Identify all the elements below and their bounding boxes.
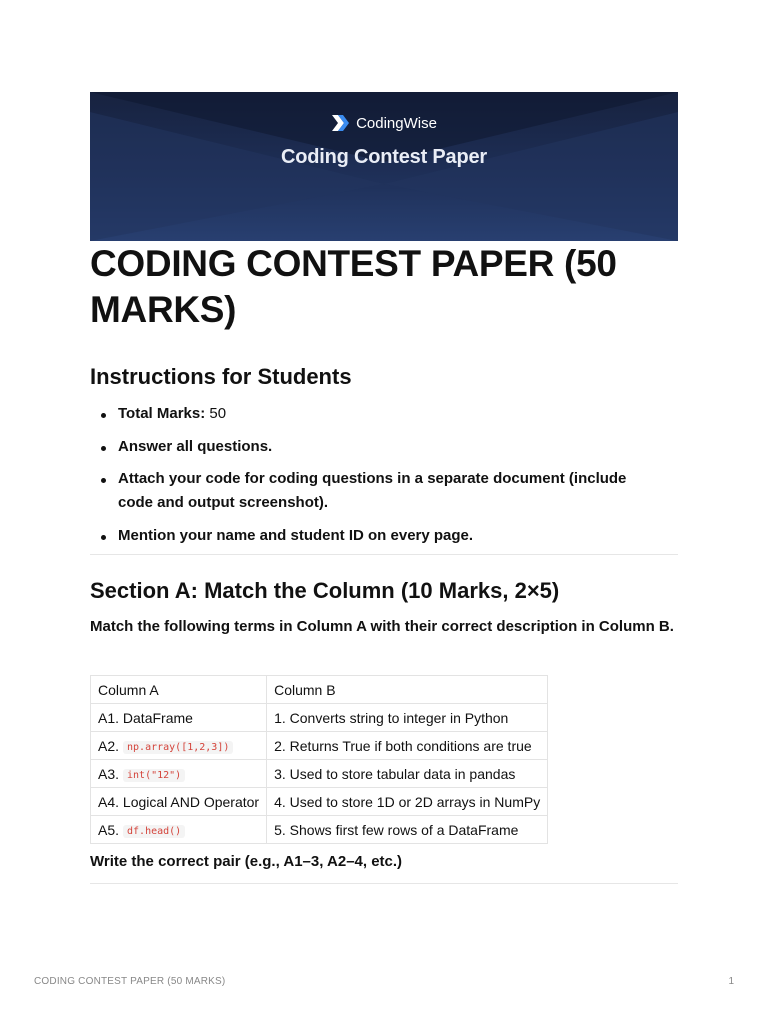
banner-title: Coding Contest Paper	[280, 146, 487, 168]
table-row	[91, 788, 548, 816]
column-b-cell: 2. Returns True if both conditions are true	[267, 732, 548, 760]
column-a-cell: A5. df.head()	[91, 816, 267, 844]
list-item: Answer all questions.	[90, 435, 660, 459]
divider	[90, 554, 678, 555]
brand	[0, 114, 768, 132]
list-item: Attach your code for coding questions in a separate document (include code and output screenshot).	[90, 467, 660, 515]
column-a-cell: A2. np.array([1,2,3])	[91, 732, 267, 760]
brand-name: CodingWise	[356, 114, 437, 132]
column-b-cell: 4. Used to store 1D or 2D arrays in NumPy	[267, 788, 548, 816]
column-a-header: Column A	[91, 676, 267, 704]
table-header-row	[91, 676, 548, 704]
table-row	[91, 816, 548, 844]
section-a-intro: Match the following terms in Column A with their correct description in Column B.	[90, 618, 674, 635]
page-number: 1	[728, 976, 734, 987]
list-item: Total Marks: 50	[90, 402, 660, 426]
section-a-heading: Section A: Match the Column (10 Marks, 2×5)	[90, 578, 560, 603]
document-title: CODING CONTEST PAPER (50 MARKS)	[90, 243, 617, 330]
column-a-cell: A4. Logical AND Operator	[91, 788, 267, 816]
table-row	[91, 760, 548, 788]
column-b-cell: 1. Converts string to integer in Python	[267, 704, 548, 732]
double-chevron-logo-icon	[331, 114, 351, 132]
footer-title: CODING CONTEST PAPER (50 MARKS)	[34, 976, 226, 987]
instructions-list	[90, 402, 660, 548]
table-row	[91, 704, 548, 732]
match-table	[90, 675, 548, 844]
table-row	[91, 732, 548, 760]
pair-instruction: Write the correct pair (e.g., A1–3, A2–4, etc.)	[90, 853, 403, 870]
column-b-cell: 5. Shows first few rows of a DataFrame	[267, 816, 548, 844]
column-b-cell: 3. Used to store tabular data in pandas	[267, 760, 548, 788]
column-b-header: Column B	[267, 676, 548, 704]
inline-code: np.array([1,2,3])	[123, 741, 233, 754]
divider	[90, 883, 678, 884]
list-item: Mention your name and student ID on every page.	[90, 524, 660, 548]
inline-code: df.head()	[123, 825, 185, 838]
column-a-cell: A1. DataFrame	[91, 704, 267, 732]
instructions-heading: Instructions for Students	[90, 364, 352, 389]
column-a-cell: A3. int("12")	[91, 760, 267, 788]
inline-code: int("12")	[123, 769, 185, 782]
